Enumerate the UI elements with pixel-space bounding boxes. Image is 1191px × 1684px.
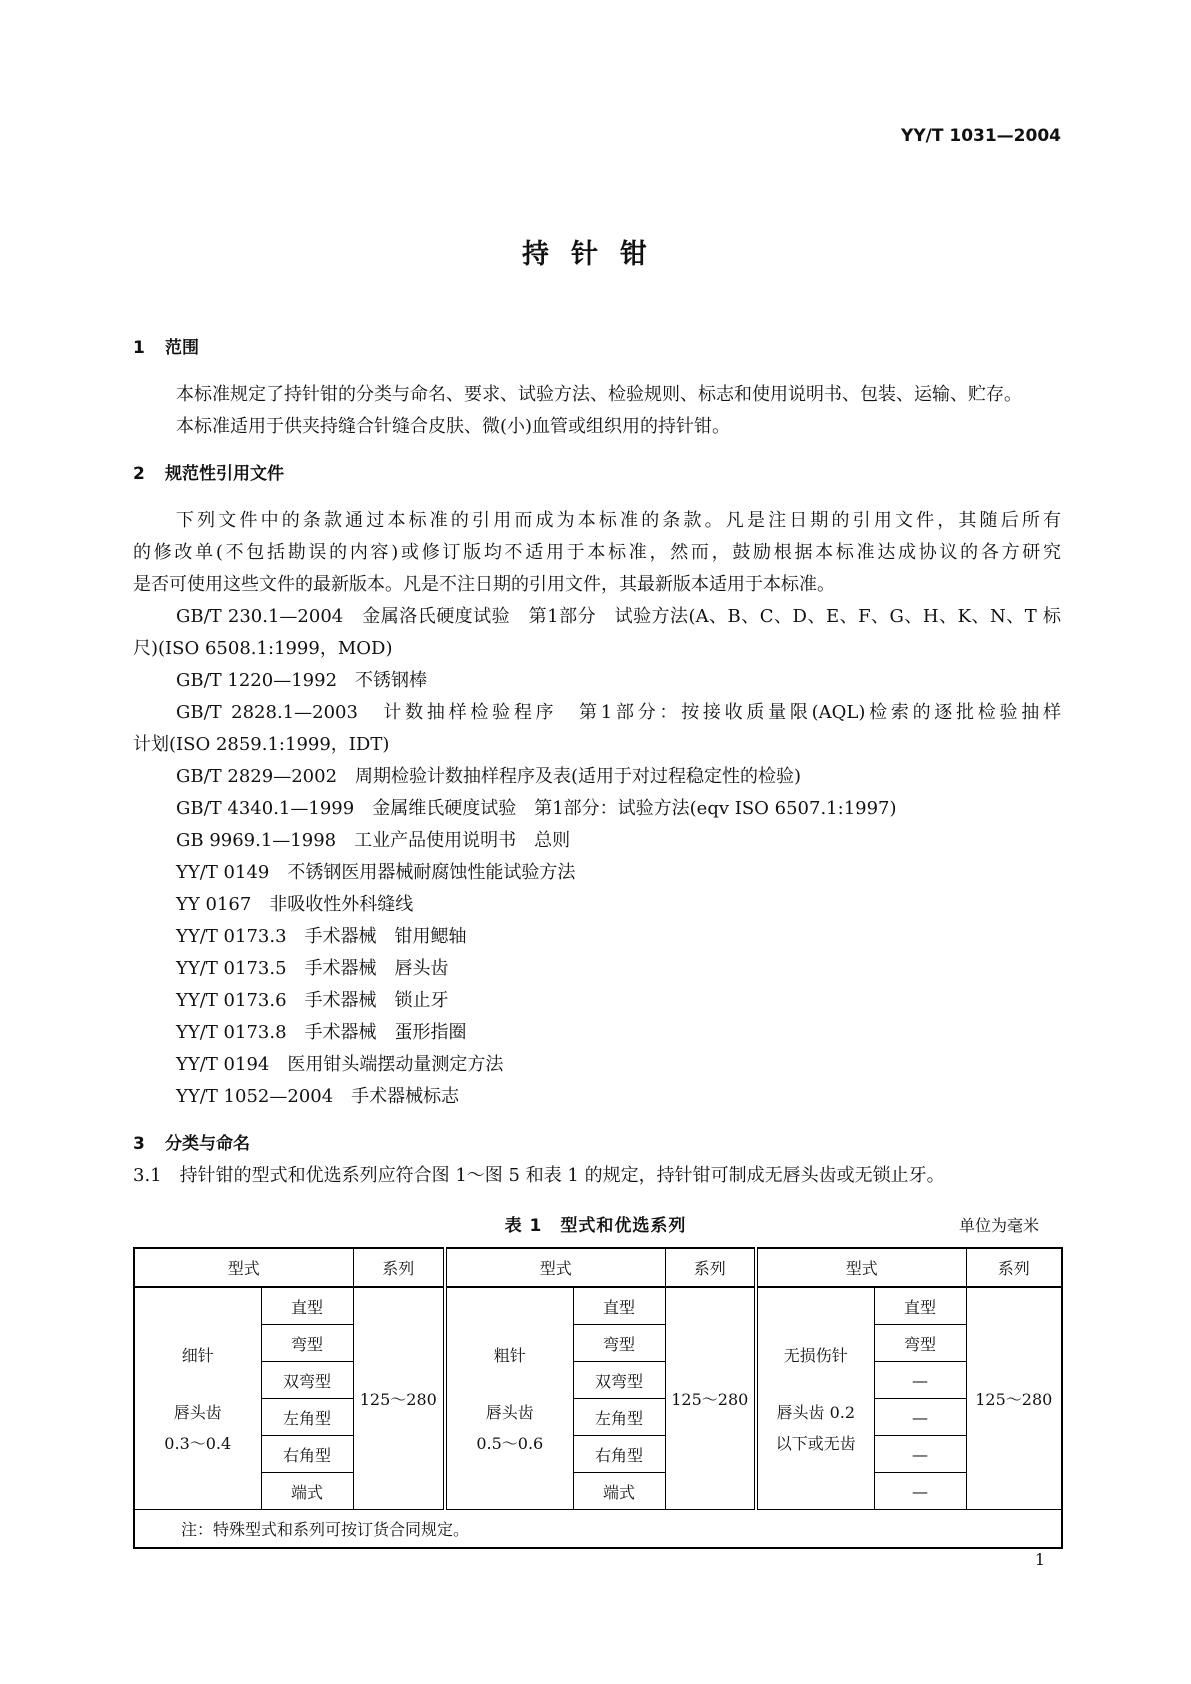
type-cell: 直型 [573, 1287, 665, 1325]
table-row [134, 1399, 1062, 1436]
reference-item-cont: 尺)(ISO 6508.1:1999，MOD) [133, 638, 393, 659]
section-title: 分类与命名 [165, 1134, 250, 1154]
section-heading-classification [133, 1128, 1061, 1160]
reference-item: YY 0167 非吸收性外科缝线 [176, 894, 414, 915]
group-name: 粗针 [493, 1345, 526, 1365]
table-row [134, 1362, 1062, 1399]
document-body [133, 332, 1061, 1192]
series-cell: 125～280 [966, 1287, 1062, 1510]
series-cell: 125～280 [353, 1287, 445, 1510]
type-cell: — [874, 1436, 966, 1473]
paragraph-line: 本标准规定了持针钳的分类与命名、要求、试验方法、检验规则、标志和使用说明书、包装、运输、贮存。 [176, 384, 1022, 405]
type-cell: — [874, 1399, 966, 1436]
group-teeth: 唇头齿 0.2 [776, 1402, 856, 1422]
reference-item: GB/T 1220—1992 不锈钢棒 [176, 670, 428, 691]
paragraph-line: 本标准适用于供夹持缝合针缝合皮肤、微(小)血管或组织用的持针钳。 [176, 416, 731, 437]
paragraph-line: 下列文件中的条款通过本标准的引用而成为本标准的条款。凡是注日期的引用文件，其随后所有 [176, 510, 1061, 531]
table-caption: 表 1 型式和优选系列 [504, 1216, 687, 1236]
reference-item: YY/T 0194 医用钳头端摆动量测定方法 [176, 1054, 504, 1075]
section-heading-references [133, 458, 1061, 490]
header-type: 型式 [756, 1248, 966, 1287]
paragraph-line: 是否可使用这些文件的最新版本。凡是不注日期的引用文件，其最新版本适用于本标准。 [133, 574, 835, 595]
standard-number: YY/T 1031—2004 [901, 126, 1061, 146]
reference-item: YY/T 0149 不锈钢医用器械耐腐蚀性能试验方法 [176, 862, 576, 883]
header-series: 系列 [665, 1248, 756, 1287]
types-series-table [133, 1247, 1063, 1549]
type-cell: 右角型 [261, 1436, 353, 1473]
reference-item: YY/T 0173.6 手术器械 锁止牙 [176, 990, 449, 1011]
clause-3-1: 3.1 持针钳的型式和优选系列应符合图 1～图 5 和表 1 的规定，持针钳可制成无唇头齿或无锁止牙。 [133, 1165, 945, 1186]
header-type: 型式 [134, 1248, 353, 1287]
group-teeth: 唇头齿 [485, 1402, 534, 1422]
table-row [134, 1473, 1062, 1510]
group-range: 以下或无齿 [775, 1433, 856, 1453]
type-cell: 左角型 [261, 1399, 353, 1436]
type-cell: 直型 [874, 1287, 966, 1325]
reference-item: GB/T 2828.1—2003 计数抽样检验程序 第1部分：按接收质量限(AQL)检索的逐批检验抽样 [176, 702, 1061, 723]
section-title: 规范性引用文件 [165, 464, 284, 484]
section-number: 3 [133, 1134, 145, 1154]
table-row [134, 1436, 1062, 1473]
table-note: 注：特殊型式和系列可按订货合同规定。 [134, 1510, 1062, 1549]
group-name: 细针 [181, 1345, 214, 1365]
type-cell: 左角型 [573, 1399, 665, 1436]
reference-item: YY/T 0173.3 手术器械 钳用鳃轴 [176, 926, 467, 947]
reference-item: GB/T 2829—2002 周期检验计数抽样程序及表(适用于对过程稳定性的检验) [176, 766, 802, 787]
section-number: 2 [133, 464, 145, 484]
series-cell: 125～280 [665, 1287, 756, 1510]
section-heading-scope [133, 332, 1061, 364]
type-cell: — [874, 1473, 966, 1510]
page-title: 持针钳 [522, 239, 669, 270]
reference-item: YY/T 0173.8 手术器械 蛋形指圈 [176, 1022, 467, 1043]
table-header-row [134, 1248, 1062, 1287]
group-range: 0.5～0.6 [476, 1433, 544, 1453]
type-cell: 弯型 [573, 1325, 665, 1362]
reference-item: YY/T 0173.5 手术器械 唇头齿 [176, 958, 449, 979]
table-note-row [134, 1510, 1062, 1549]
group-label-cell [756, 1287, 874, 1510]
group-name: 无损伤针 [783, 1345, 848, 1365]
reference-item: GB 9969.1—1998 工业产品使用说明书 总则 [176, 830, 571, 851]
type-cell: 端式 [261, 1473, 353, 1510]
type-cell: 双弯型 [573, 1362, 665, 1399]
reference-item-cont: 计划(ISO 2859.1:1999，IDT) [133, 734, 390, 755]
group-range: 0.3～0.4 [164, 1433, 232, 1453]
table-unit: 单位为毫米 [958, 1216, 1039, 1235]
type-cell: — [874, 1362, 966, 1399]
type-cell: 端式 [573, 1473, 665, 1510]
type-cell: 弯型 [874, 1325, 966, 1362]
group-label-cell [134, 1287, 261, 1510]
group-teeth: 唇头齿 [173, 1402, 222, 1422]
paragraph-line: 的修改单(不包括勘误的内容)或修订版均不适用于本标准，然而，鼓励根据本标准达成协议的各方研究 [133, 542, 1061, 563]
section-number: 1 [133, 338, 145, 358]
header-series: 系列 [966, 1248, 1062, 1287]
table-row [134, 1287, 1062, 1325]
table-row [134, 1325, 1062, 1362]
type-cell: 双弯型 [261, 1362, 353, 1399]
group-label-cell [445, 1287, 573, 1510]
header-type: 型式 [445, 1248, 665, 1287]
type-cell: 右角型 [573, 1436, 665, 1473]
header-series: 系列 [353, 1248, 445, 1287]
page-number: 1 [1034, 1550, 1045, 1569]
type-cell: 直型 [261, 1287, 353, 1325]
section-title: 范围 [165, 338, 199, 358]
reference-item: GB/T 230.1—2004 金属洛氏硬度试验 第1部分 试验方法(A、B、C、D、E、F、G、H、K、N、T 标 [176, 606, 1061, 627]
type-cell: 弯型 [261, 1325, 353, 1362]
reference-item: GB/T 4340.1—1999 金属维氏硬度试验 第1部分：试验方法(eqv ISO 6507.1:1997) [176, 798, 897, 819]
reference-item: YY/T 1052—2004 手术器械标志 [176, 1086, 460, 1107]
